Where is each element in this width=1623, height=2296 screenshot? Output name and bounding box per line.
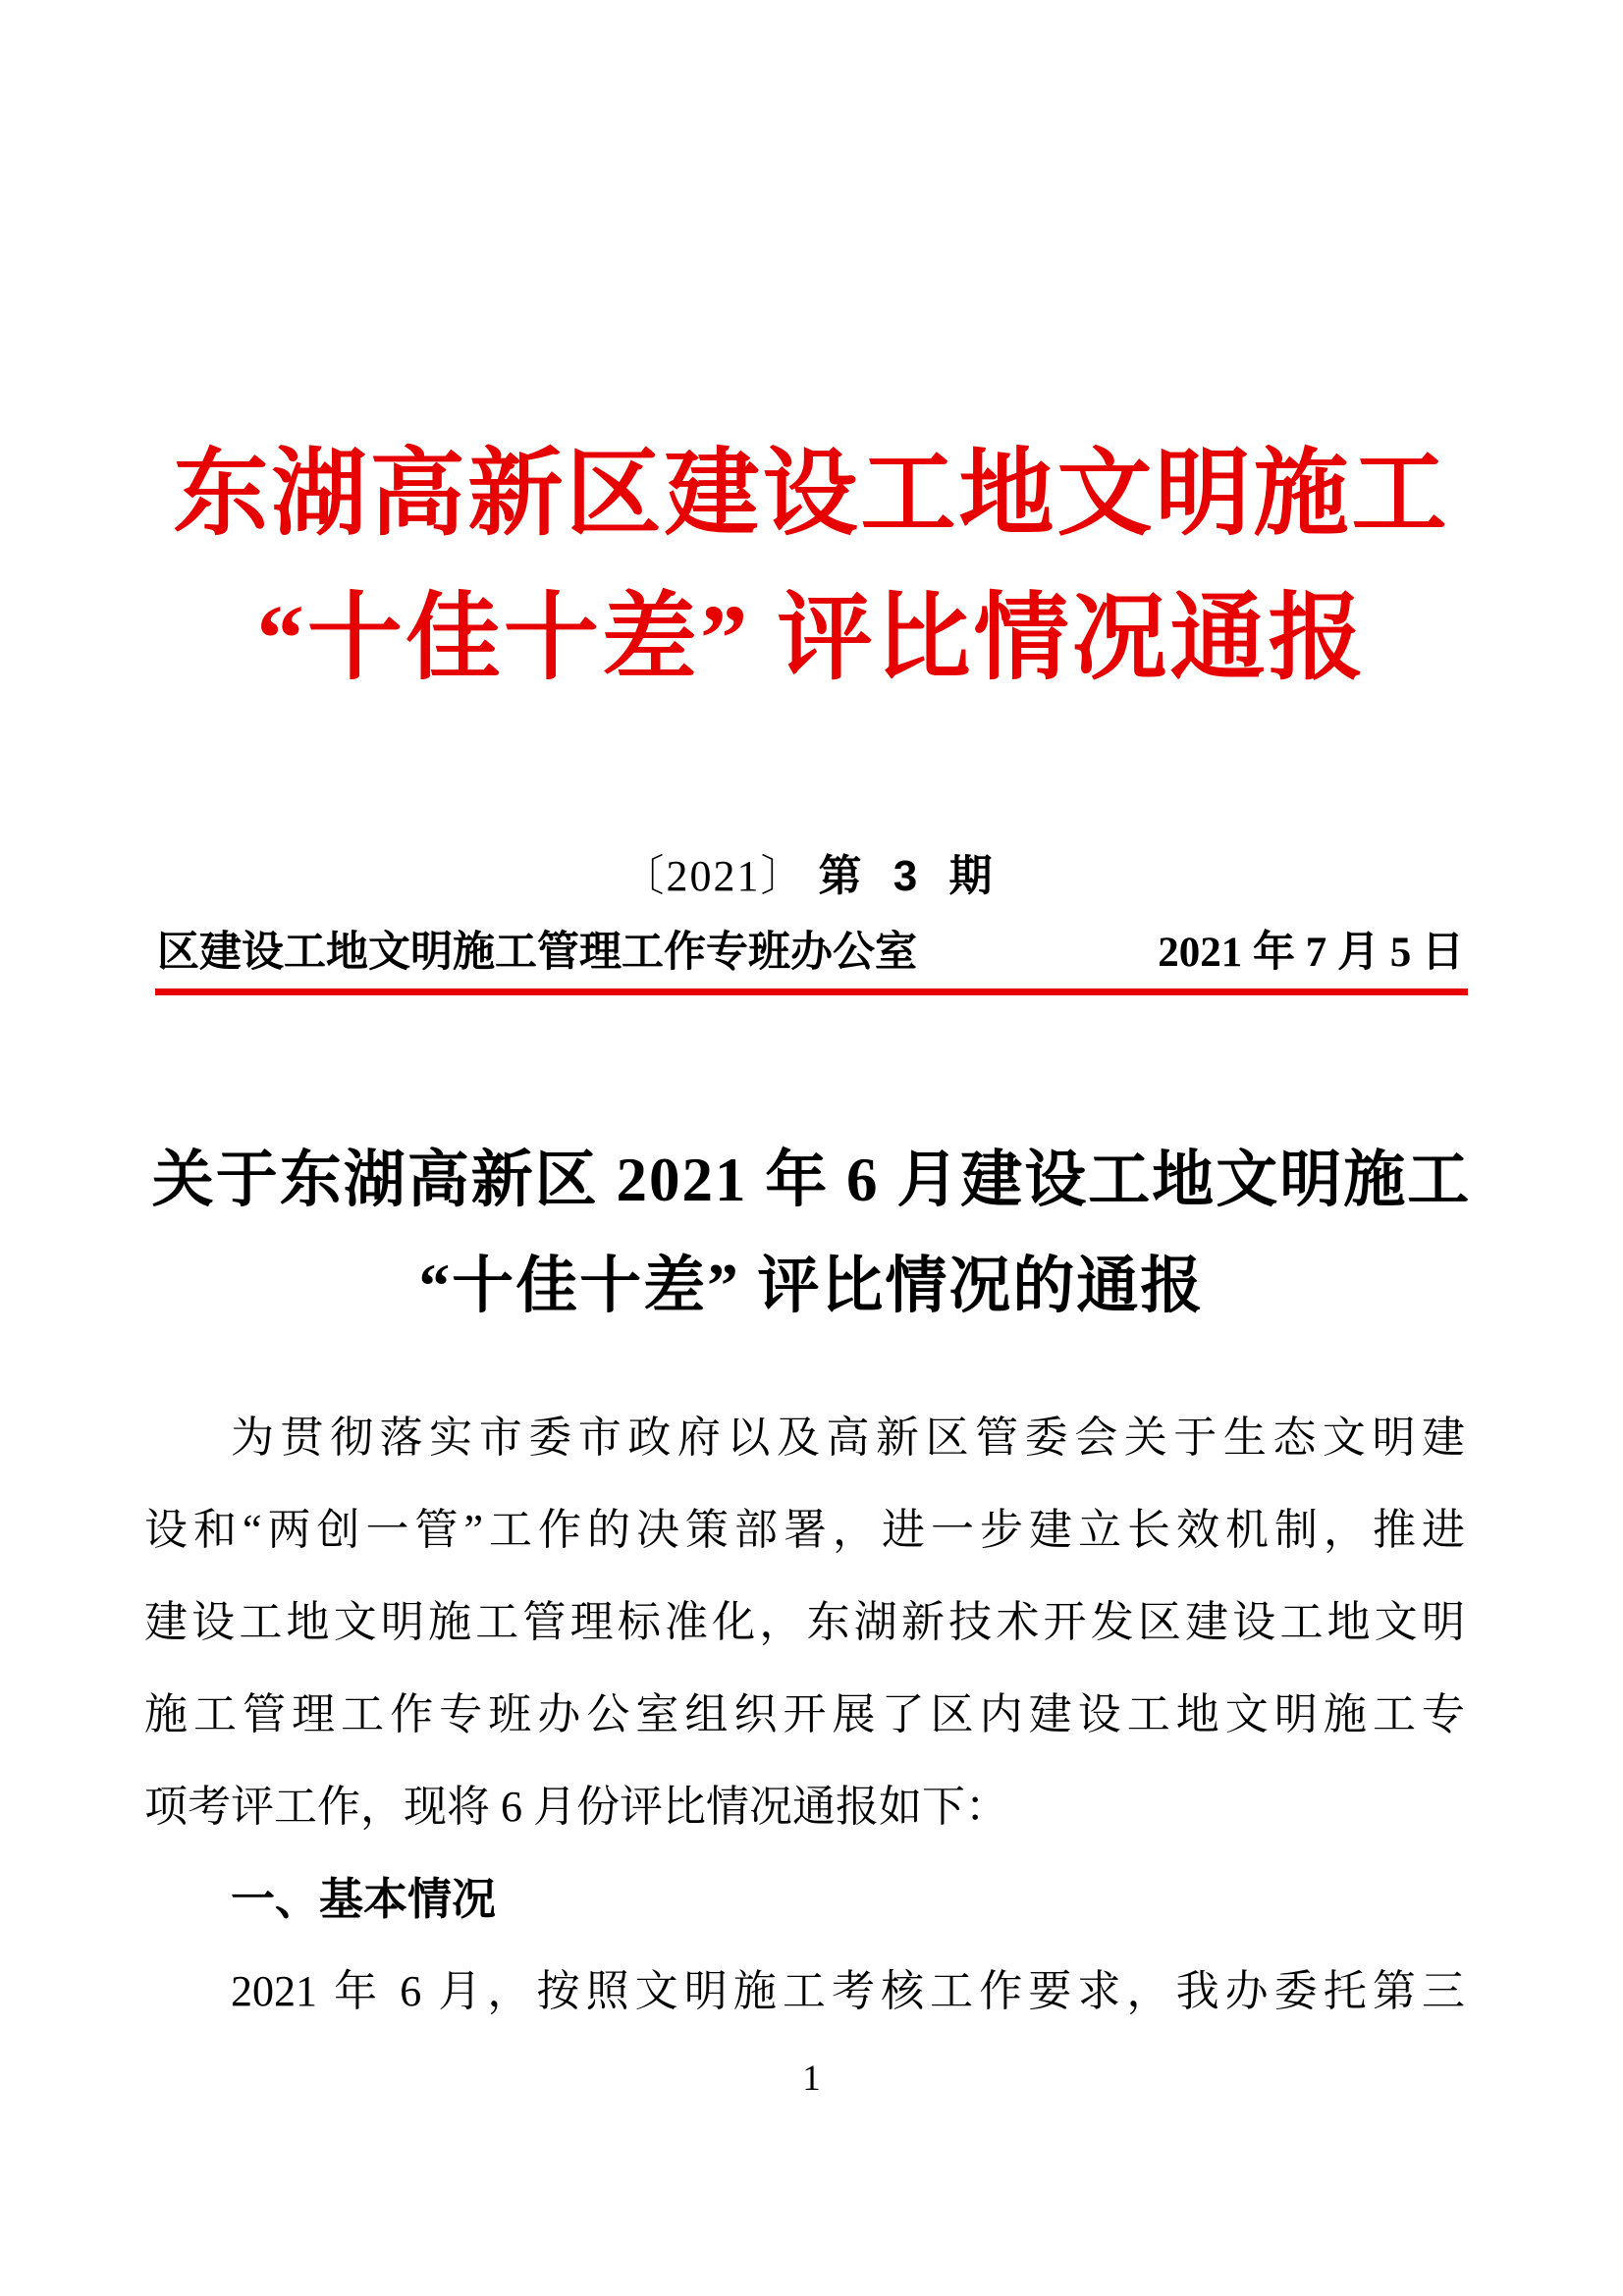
masthead-office-row	[157, 919, 1464, 979]
document-subtitle-line1: 关于东湖高新区 2021 年 6 月建设工地文明施工	[151, 1146, 1472, 1214]
issue-number: 第 3 期	[818, 852, 1002, 900]
document-title-line1: 东湖高新区建设工地文明施工	[173, 442, 1450, 547]
paragraph1-line5: 项考评工作，现将 6 月份评比情况通报如下：	[144, 1783, 1008, 1831]
issue-date: 2021 年 7 月 5 日	[1158, 930, 1464, 976]
document-subtitle-line2: “十佳十差” 评比情况的通报	[418, 1252, 1205, 1320]
paragraph1-line3: 建设工地文明施工管理标准化，东湖新技术开发区建设工地文明	[144, 1598, 1465, 1646]
paragraph1-line4: 施工管理工作专班办公室组织开展了区内建设工地文明施工专	[144, 1690, 1465, 1738]
issue-number-line	[0, 840, 1623, 903]
document-title	[69, 422, 1554, 711]
document-title-line2: “十佳十差” 评比情况通报	[256, 586, 1367, 691]
paragraph1-line2: 设和“两创一管”工作的决策部署，进一步建立长效机制，推进	[144, 1506, 1465, 1554]
issue-year: 〔2021〕	[621, 852, 806, 900]
document-subtitle	[69, 1127, 1554, 1339]
section1-heading: 一、基本情况	[231, 1874, 497, 1924]
masthead-divider-rule	[155, 988, 1468, 995]
paragraph2-line1: 2021 年 6 月，按照文明施工考核工作要求，我办委托第三	[231, 1967, 1465, 2015]
issuing-office: 区建设工地文明施工管理工作专班办公室	[157, 930, 917, 976]
page-number: 1	[802, 2058, 821, 2099]
document-body	[144, 1392, 1465, 2038]
paragraph1-line1: 为贯彻落实市委市政府以及高新区管委会关于生态文明建	[231, 1414, 1465, 1462]
